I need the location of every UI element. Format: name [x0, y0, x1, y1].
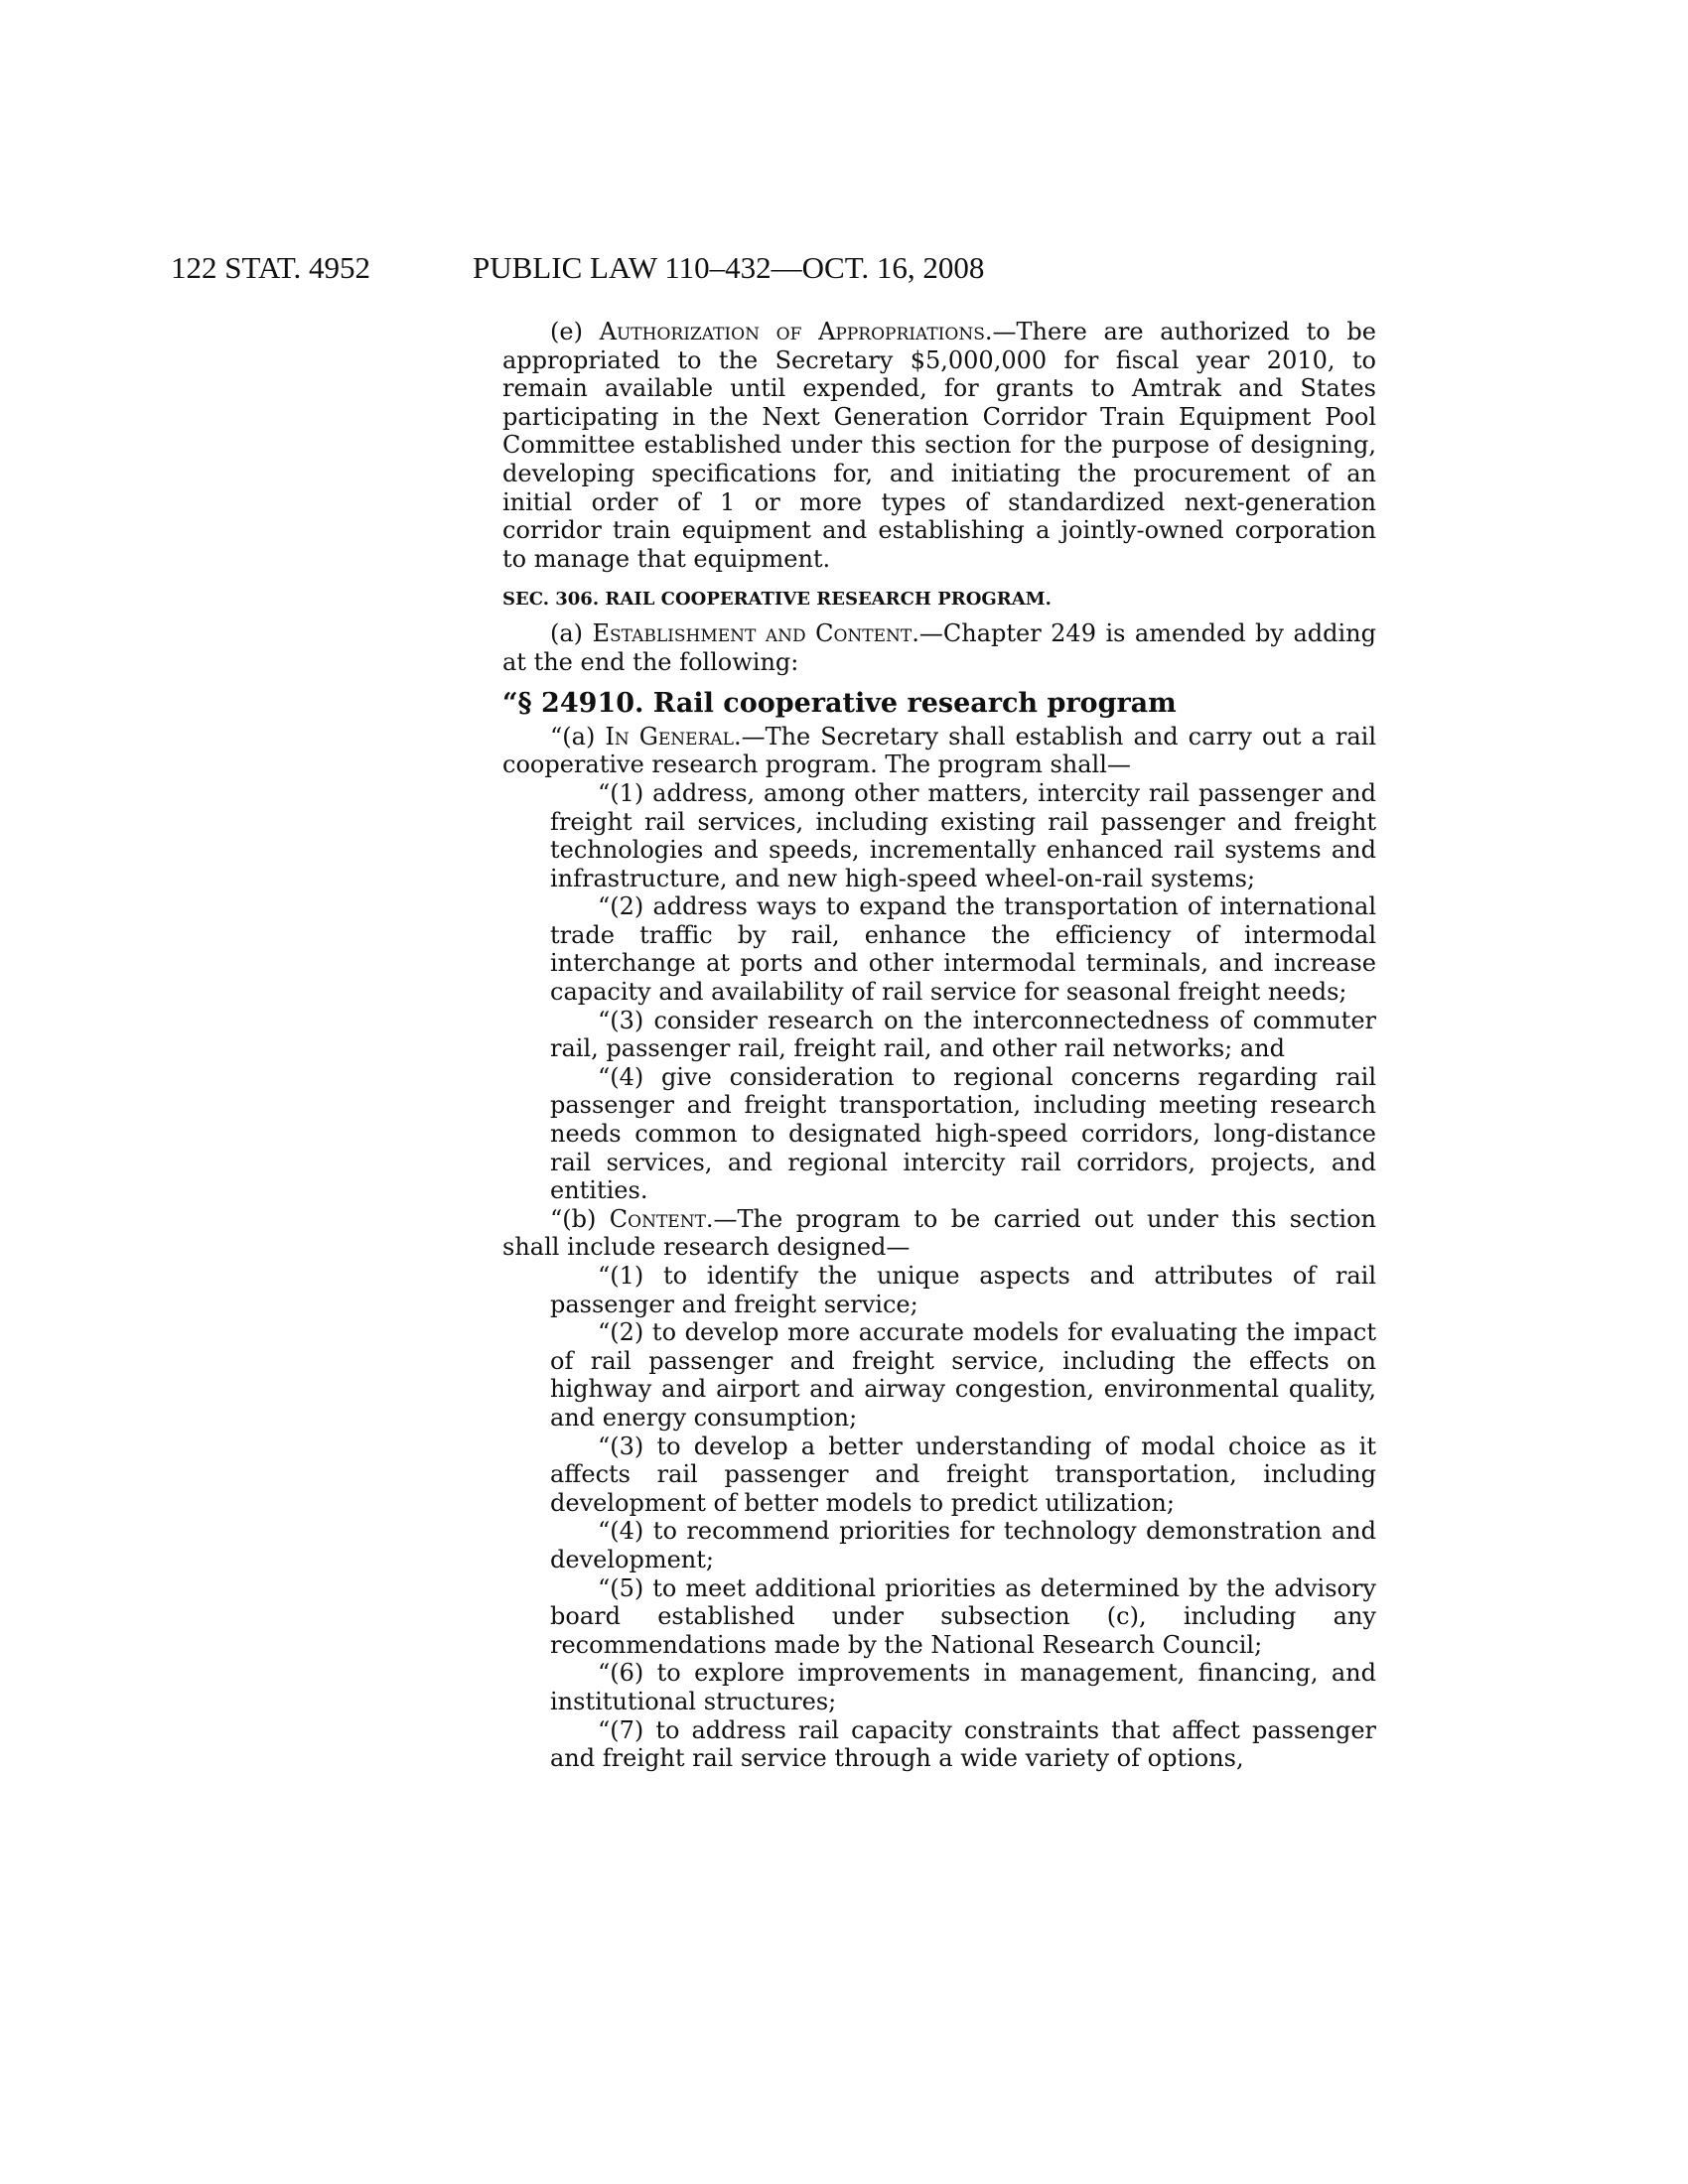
- section-306-heading: SEC. 306. RAIL COOPERATIVE RESEARCH PROGRAM.: [502, 589, 1052, 611]
- subsection-a-prefix: “(a): [550, 722, 606, 751]
- paragraph-b-7: “(7) to address rail capacity constraints that affect passenger and freight rail service through a wide variety of options,: [550, 1715, 1376, 1773]
- law-title: PUBLIC LAW 110–432—OCT. 16, 2008: [473, 250, 985, 285]
- subsection-e-heading: Authorization of Appropriations.: [599, 318, 993, 345]
- paragraph-b-6: “(6) to explore improvements in management, financing, and institutional structures;: [550, 1659, 1376, 1715]
- paragraph-b-2: “(2) to develop more accurate models for evaluating the impact of rail passenger and freight service, including the effects on highway and airport and airway congestion, environmental quality, and energy consumption;: [550, 1318, 1376, 1432]
- subsection-a-in-general: [502, 723, 1376, 779]
- subsection-e-text: —There are authorized to be appropriated to the Secretary $5,000,000 for fiscal year 2010, to remain available until expended, for grants to Amtrak and States participating in the Next Generation Corridor Train Equipment Pool Committee established under this section for the purpose of designing, developing specifications for, and initiating the procurement of an initial order of 1 or more types of standardized next-generation corridor train equipment and establishing a jointly-owned corporation to manage that equipment.: [502, 318, 1376, 573]
- paragraph-b-5: “(5) to meet additional priorities as determined by the advisory board established under subsection (c), including any recommendations made by the National Research Council;: [550, 1573, 1376, 1659]
- subsection-b-text: —The program to be carried out under this section shall include research designed—: [502, 1204, 1376, 1262]
- subsection-e: [502, 318, 1376, 573]
- paragraph-a-1: “(1) address, among other matters, intercity rail passenger and freight rail services, including existing rail passenger and freight technologies and speeds, incrementally enhanced rail systems and infrastructure, and new high-speed wheel-on-rail systems;: [550, 778, 1376, 892]
- section-24910-title: “§ 24910. Rail cooperative research program: [502, 688, 1177, 720]
- subsection-a-heading: In General.: [605, 722, 742, 751]
- paragraph-b-4: “(4) to recommend priorities for technology demonstration and development;: [550, 1517, 1376, 1573]
- stat-reference: 122 STAT. 4952: [171, 250, 371, 285]
- paragraph-a-4: “(4) give consideration to regional concerns regarding rail passenger and freight transportation, including meeting research needs common to designated high-speed corridors, long-distance rail services, and regional intercity rail corridors, projects, and entities.: [550, 1062, 1376, 1205]
- paragraph-a-3: “(3) consider research on the interconnectedness of commuter rail, passenger rail, freight rail, and other rail networks; and: [550, 1006, 1376, 1063]
- section-306-a-text: —Chapter 249 is amended by adding at the end the following:: [502, 618, 1376, 676]
- subsection-e-prefix: (e): [550, 318, 600, 345]
- paragraph-a-2: “(2) address ways to expand the transportation of international trade traffic by rail, enhance the efficiency of intermodal interchange at ports and other intermodal terminals, and increase capacity and availability of rail service for seasonal freight needs;: [550, 892, 1376, 1007]
- subsection-b-content: [502, 1205, 1376, 1262]
- section-306-a-heading: Establishment and Content.: [592, 618, 919, 647]
- subsection-b-prefix: “(b): [550, 1204, 610, 1233]
- paragraph-b-1: “(1) to identify the unique aspects and attributes of rail passenger and freight service;: [550, 1262, 1376, 1318]
- paragraph-b-3: “(3) to develop a better understanding of modal choice as it affects rail passenger and freight transportation, including development of better models to predict utilization;: [550, 1432, 1376, 1517]
- section-306-a-prefix: (a): [550, 618, 593, 647]
- body-text: [502, 318, 1376, 1773]
- page-header: [171, 250, 1521, 290]
- section-306-subsection-a: [502, 619, 1376, 676]
- subsection-a-text: —The Secretary shall establish and carry out a rail cooperative research program. The program shall—: [502, 722, 1376, 779]
- subsection-b-heading: Content.: [609, 1204, 714, 1233]
